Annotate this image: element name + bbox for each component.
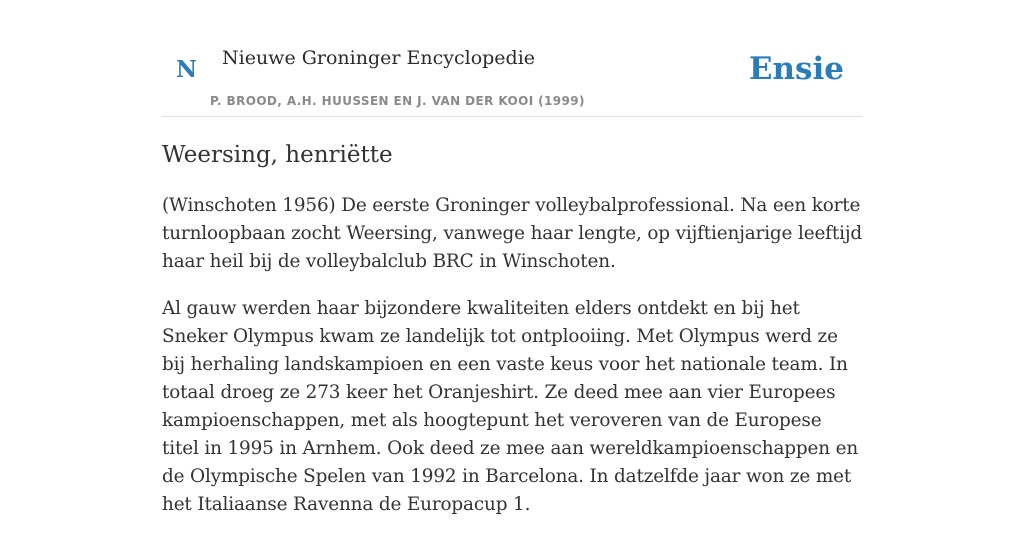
encyclopedia-logo: N [176,56,198,83]
ensie-brand-link[interactable]: Ensie [748,51,844,87]
entry-paragraph: (Winschoten 1956) De eerste Groninger volleybalprofessional. Na een korte turnloopbaan zocht Weersing, vanwege haar lengte, op vijftienjarige leeftijd haar heil bij de volleybalclub BRC in Winschoten. [162,195,862,272]
source-header [162,0,862,117]
entry-title: Weersing, henriëtte [162,142,393,168]
entry-body [162,192,862,538]
encyclopedia-title[interactable]: Nieuwe Groninger Encyclopedie [222,47,536,69]
authors-line: P. BROOD, A.H. HUUSSEN EN J. VAN DER KOOI (1999) [210,94,585,108]
entry-paragraph: Al gauw werden haar bijzondere kwaliteiten elders ontdekt en bij het Sneker Olympus kwam ze landelijk tot ontplooiing. Met Olympus werd ze bij herhaling landskampioen en een vaste keus voor het nationale team. In totaal droeg ze 273 keer het Oranjeshirt. Ze deed mee aan vier Europees kampioenschappen, met als hoogtepunt het veroveren van de Europese titel in 1995 in Arnhem. Ook deed ze mee aan wereldkampioenschappen en de Olympische Spelen van 1992 in Barcelona. In datzelfde jaar won ze met het Italiaanse Ravenna de Europacup 1. [162,298,859,515]
